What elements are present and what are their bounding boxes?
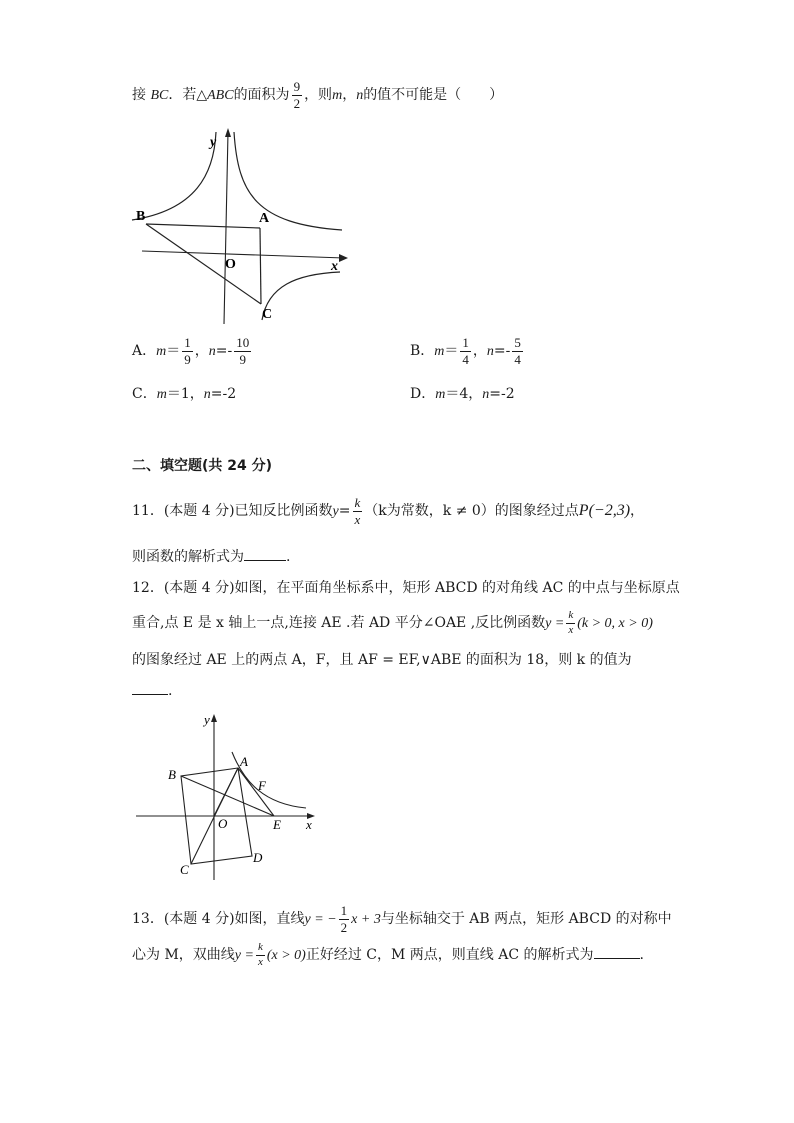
q13-line-1-text-a: 13．(本题 4 分)如图，直线 xyxy=(132,911,305,928)
q10-option-a-m-frac xyxy=(182,336,193,366)
q10-segment-bc xyxy=(146,224,261,304)
q12-y-axis-arrow xyxy=(211,714,217,722)
q13-line-1 xyxy=(132,904,672,934)
q10-stem-comma: ， xyxy=(342,87,357,104)
q10-option-a-n-eq: =- xyxy=(215,343,233,360)
q10-label-c: C xyxy=(262,307,273,322)
q10-segment-ab xyxy=(146,224,260,228)
q10-hyperbola-figure xyxy=(126,124,358,328)
q10-label-b: B xyxy=(136,209,146,224)
q13-line-2-end: . xyxy=(639,947,644,964)
q10-option-a-n-frac xyxy=(234,336,251,366)
q13-answer-blank[interactable] xyxy=(594,946,640,959)
q11-line-2 xyxy=(132,548,290,566)
q12-cond: (k > 0, x > 0) xyxy=(577,616,653,632)
q11-y: y xyxy=(332,504,339,520)
q13-slope-den: 2 xyxy=(340,919,348,935)
q10-option-b-n-frac xyxy=(512,336,523,366)
q10-stem-triangle: △ABC xyxy=(196,88,234,104)
q10-stem-n: n xyxy=(356,88,364,104)
q10-label-a: A xyxy=(259,211,270,226)
q10-option-c-m: m xyxy=(156,387,167,402)
q10-option-c-n-eq: =-2 xyxy=(210,386,237,402)
q10-label-o: O xyxy=(225,257,236,272)
q10-area-num: 9 xyxy=(293,79,301,94)
q10-segment-ac xyxy=(260,228,261,304)
q10-stem-bc: BC xyxy=(150,88,169,104)
q10-option-a-eq: ＝ xyxy=(166,343,181,360)
q11-eq: = xyxy=(338,503,351,520)
q12-label-e: E xyxy=(273,817,281,832)
q10-option-b-m: m xyxy=(434,344,445,360)
q10-label-y: y xyxy=(210,135,217,150)
q13-line-rest: x + 3 xyxy=(351,912,381,928)
q13-y: y = − xyxy=(304,912,337,928)
q10-option-c-m-eq: ＝1， xyxy=(166,386,204,402)
q12-answer-blank[interactable] xyxy=(132,682,168,695)
q13-y-2: y = xyxy=(234,948,254,964)
q12-label-x: x xyxy=(306,817,312,832)
q10-hyperbola-branch-3 xyxy=(262,272,340,320)
q12-line-2 xyxy=(132,610,653,636)
q10-area-den: 2 xyxy=(293,95,301,111)
q10-option-d-m-eq: ＝4， xyxy=(445,386,483,402)
q10-option-b-m-num: 1 xyxy=(462,335,469,350)
q10-option-b-letter: B． xyxy=(410,343,435,360)
q10-option-a-m-den: 9 xyxy=(184,351,191,367)
q10-option-d-n: n xyxy=(482,387,490,402)
q10-option-c-letter: C． xyxy=(132,386,157,402)
q10-option-b[interactable] xyxy=(410,336,525,366)
q12-label-y: y xyxy=(204,712,210,727)
q12-k-num: k xyxy=(566,610,575,624)
q10-option-b-n-eq: =- xyxy=(493,343,511,360)
q12-label-c: C xyxy=(180,862,189,877)
q13-k-num: k xyxy=(256,942,265,956)
q12-x-den: x xyxy=(568,623,574,636)
section-title: 二、填空题(共 24 分) xyxy=(132,458,273,474)
q10-option-d-n-eq: =-2 xyxy=(489,386,515,402)
q11-k-over-x xyxy=(353,496,363,526)
q12-rectangle-figure xyxy=(134,712,324,884)
q10-option-a[interactable] xyxy=(132,336,253,366)
q10-stem xyxy=(132,80,503,110)
q10-option-b-n-num: 5 xyxy=(514,335,521,350)
q10-option-a-n: n xyxy=(208,344,216,360)
q11-answer-blank[interactable] xyxy=(244,548,286,561)
q11-k-num: k xyxy=(354,495,361,510)
q12-label-b: B xyxy=(168,767,176,782)
q10-y-axis xyxy=(224,132,228,324)
q13-k-over-x xyxy=(256,942,265,968)
q10-option-a-n-den: 9 xyxy=(239,351,246,367)
q12-label-o: O xyxy=(218,816,228,831)
q10-option-c[interactable] xyxy=(132,386,236,404)
q11-line-2-text: 则函数的解析式为 xyxy=(132,549,244,565)
q13-slope-fraction xyxy=(339,904,350,934)
q10-option-a-m: m xyxy=(156,344,167,360)
q12-line-3: 的图象经过 AE 上的两点 A，F，且 AF = EF,∨ABE 的面积为 18，则 k 的值为 xyxy=(132,652,632,668)
q10-x-axis xyxy=(142,251,344,258)
q13-x-den: x xyxy=(257,955,263,968)
q13-line-2-text-a: 心为 M，双曲线 xyxy=(132,947,235,964)
q10-option-a-sep: ， xyxy=(194,343,209,360)
q10-stem-m: m xyxy=(332,88,343,104)
q10-option-a-n-num: 10 xyxy=(236,335,250,350)
q10-stem-text-a: 接 xyxy=(132,87,151,104)
q10-option-b-n-den: 4 xyxy=(514,351,521,367)
q10-stem-text-e: 的值不可能是（ ） xyxy=(363,87,504,104)
q10-area-fraction xyxy=(292,80,303,110)
q10-option-b-sep: ， xyxy=(472,343,487,360)
q13-line-2-text-b: 正好经过 C，M 两点，则直线 AC 的解析式为 xyxy=(305,947,594,964)
q10-option-b-n: n xyxy=(486,344,494,360)
q10-x-axis-arrow xyxy=(339,254,348,262)
q10-hyperbola-branch-2 xyxy=(132,132,216,220)
q10-option-d-m: m xyxy=(435,387,446,402)
q11-paren: （k为常数，k ≠ 0）的图象经过点 xyxy=(364,503,579,520)
q12-line-4 xyxy=(132,682,172,700)
q11-end: ， xyxy=(630,503,645,520)
q13-slope-num: 1 xyxy=(340,903,348,918)
q10-option-d-letter: D． xyxy=(410,386,436,402)
q10-y-axis-arrow xyxy=(225,128,231,137)
q10-stem-text-c: 的面积为 xyxy=(233,87,290,104)
q12-line-2-text: 重合,点 E 是 x 轴上一点,连接 AE .若 AD 平分∠OAE ,反比例函数 xyxy=(132,615,546,632)
q12-line-4-end: . xyxy=(168,683,173,699)
q11-head: 11．(本题 4 分)已知反比例函数 xyxy=(132,503,333,520)
q12-label-f: F xyxy=(258,778,266,793)
q12-y: y = xyxy=(545,616,565,632)
q12-label-a: A xyxy=(240,754,248,769)
q11-point: P(−2,3) xyxy=(578,502,631,520)
q11-line-1 xyxy=(132,496,644,526)
q12-k-over-x xyxy=(566,610,575,636)
q13-cond: (x > 0) xyxy=(266,948,306,964)
q10-option-c-n: n xyxy=(203,387,211,402)
q10-stem-text-b: ．若 xyxy=(168,87,197,104)
q10-option-a-m-num: 1 xyxy=(184,335,191,350)
q10-option-a-letter: A． xyxy=(132,343,157,360)
q10-hyperbola-branch-1 xyxy=(234,132,342,230)
q10-label-x: x xyxy=(331,259,338,274)
q10-option-b-eq: ＝ xyxy=(444,343,459,360)
q10-stem-text-d: ，则 xyxy=(304,87,333,104)
q13-line-2 xyxy=(132,942,644,968)
q12-line-1: 12．(本题 4 分)如图，在平面角坐标系中，矩形 ABCD 的对角线 AC 的中点与坐标原点 xyxy=(132,580,680,596)
q10-option-b-m-frac xyxy=(460,336,471,366)
q11-x-den: x xyxy=(354,511,361,527)
q12-label-d: D xyxy=(253,850,263,865)
q10-option-d[interactable] xyxy=(410,386,515,404)
q11-line-2-end: . xyxy=(286,549,291,565)
q10-option-b-m-den: 4 xyxy=(462,351,469,367)
q13-line-1-text-c: 与坐标轴交于 AB 两点，矩形 ABCD 的对称中 xyxy=(380,911,672,928)
